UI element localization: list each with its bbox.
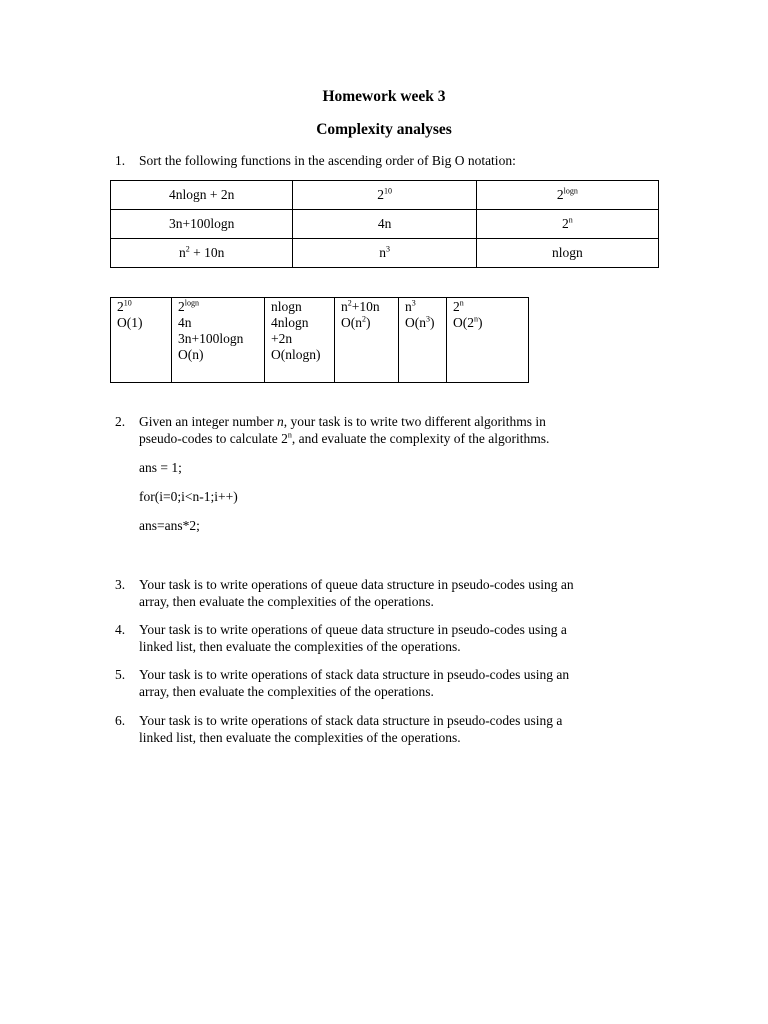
table-cell: $n^2 + 10n$ bbox=[111, 239, 293, 268]
table-cell: $2^{logn}$ bbox=[476, 181, 658, 210]
table-cell: $2^{10}$ O(1) bbox=[111, 298, 172, 383]
question-1 bbox=[115, 152, 516, 169]
table-cell: 3n+100logn bbox=[111, 210, 293, 239]
functions-table bbox=[110, 180, 659, 268]
question-number: 4. bbox=[115, 622, 126, 637]
question-5: 5. Your task is to write operations of stack data structure in pseudo-codes using an array, then evaluate the complexities of the operations. bbox=[115, 667, 570, 699]
table-cell: nlogn bbox=[476, 239, 658, 268]
sorted-table bbox=[110, 297, 529, 383]
question-number: 3. bbox=[115, 577, 126, 592]
table-cell: $n^3$ bbox=[293, 239, 476, 268]
table-row bbox=[111, 298, 529, 383]
question-2: 2. Given an integer number n, your task is to write two different algorithms in pseudo-codes to calculate 2$^n$, and evaluate the complexity of the algorithms. bbox=[115, 414, 550, 446]
table-cell: $n^3$ $O(n^3)$ bbox=[399, 298, 447, 383]
table-row bbox=[111, 181, 659, 210]
question-number: 2. bbox=[115, 414, 126, 429]
question-number: 6. bbox=[115, 713, 126, 728]
code-line: ans = 1; bbox=[139, 460, 182, 475]
page-title: Homework week 3 bbox=[322, 88, 446, 105]
code-line: for(i=0;i<n-1;i++) bbox=[139, 489, 238, 504]
table-cell: nlogn 4nlogn +2n O(nlogn) bbox=[265, 298, 335, 383]
table-row bbox=[111, 239, 659, 268]
question-text: Sort the following functions in the ascending order of Big O notation: bbox=[139, 153, 516, 168]
table-row bbox=[111, 210, 659, 239]
code-line: ans=ans*2; bbox=[139, 518, 200, 533]
table-cell: $n^2+10n$ $O(n^2)$ bbox=[335, 298, 399, 383]
question-number: 1. bbox=[115, 153, 126, 168]
page-subtitle: Complexity analyses bbox=[316, 121, 452, 138]
table-cell: $2^{10}$ bbox=[293, 181, 476, 210]
table-cell: 4n bbox=[293, 210, 476, 239]
question-3: 3. Your task is to write operations of queue data structure in pseudo-codes using an array, then evaluate the complexities of the operations. bbox=[115, 577, 574, 609]
question-number: 5. bbox=[115, 667, 126, 682]
table-cell: 4nlogn + 2n bbox=[111, 181, 293, 210]
question-6: 6. Your task is to write operations of stack data structure in pseudo-codes using a linked list, then evaluate the complexities of the operations. bbox=[115, 713, 563, 745]
table-cell: 2$^n$ bbox=[476, 210, 658, 239]
table-cell: $2^{logn}$ 4n 3n+100logn O(n) bbox=[172, 298, 265, 383]
table-cell: 2$^n$ O(2$^n$) bbox=[447, 298, 529, 383]
question-4: 4. Your task is to write operations of queue data structure in pseudo-codes using a linked list, then evaluate the complexities of the operations. bbox=[115, 622, 567, 654]
